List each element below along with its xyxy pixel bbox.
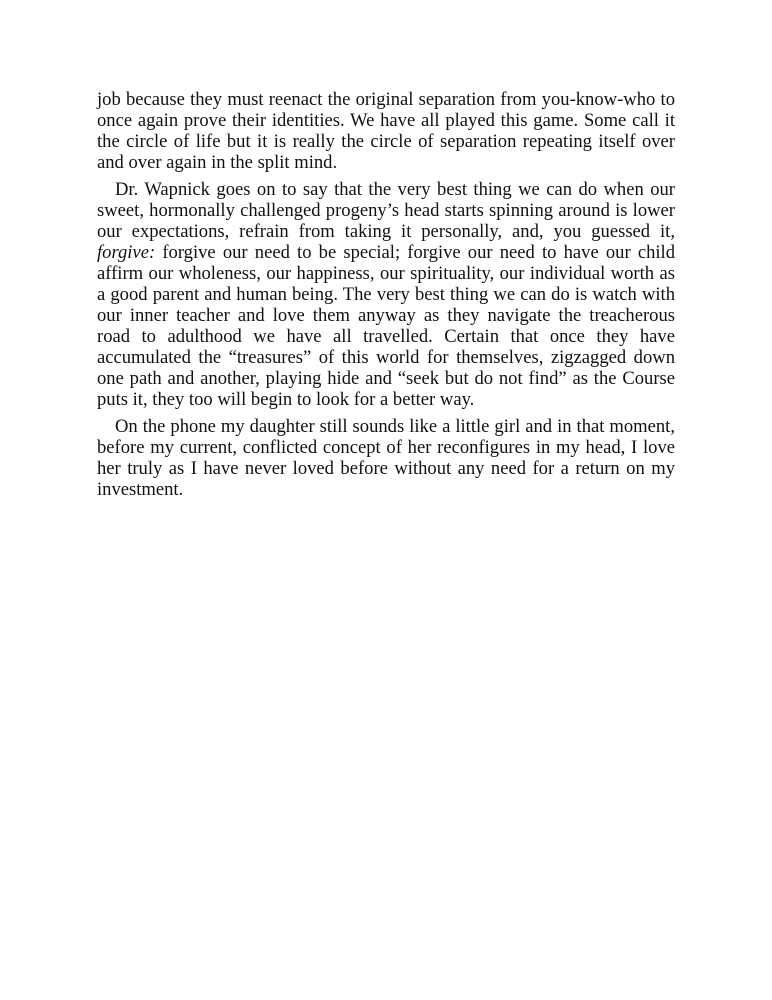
paragraph-2-text-a: Dr. Wapnick goes on to say that the very best thing we can do when our sweet, hormonally challenged progeny’s head starts spinning around is lower our expectations, refrain from taking it personally, and, you guessed it,: [97, 179, 675, 242]
paragraph-2-text-b: forgive our need to be special; forgive our need to have our child affirm our wholeness, our happiness, our spirituality, our individual worth as a good parent and human being. The very best thing we can do is watch with our inner teacher and love them anyway as they navigate the treacherous road to adulthood we have all travelled. Certain that once they have accumulated the “treasures” of this world for themselves, zigzagged down one path and another, playing hide and “seek but do not find” as the Course puts it, they too will begin to look for a better way.: [97, 242, 675, 410]
document-page: [97, 89, 675, 506]
paragraph-1-text: job because they must reenact the original separation from you-know-who to once again prove their identities. We have all played this game. Some call it the circle of life but it is really the circle of separation repeating itself over and over again in the split mind.: [97, 89, 675, 173]
paragraph-3-text: On the phone my daughter still sounds like a little girl and in that moment, before my current, conflicted concept of her reconfigures in my head, I love her truly as I have never loved before without any need for a return on my investment.: [97, 416, 675, 500]
paragraph-1: [97, 89, 675, 173]
paragraph-3: [97, 416, 675, 500]
paragraph-2: [97, 179, 675, 410]
paragraph-2-italic-forgive: forgive:: [97, 242, 156, 263]
